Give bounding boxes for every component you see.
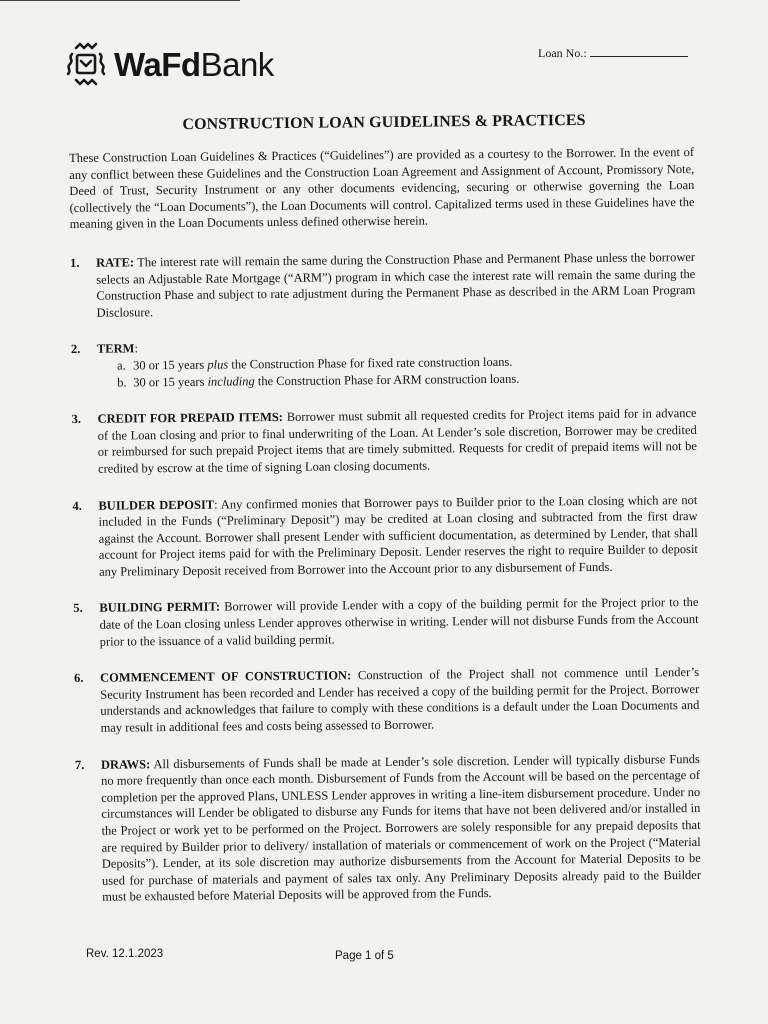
section-heading: COMMENCEMENT OF CONSTRUCTION: xyxy=(100,668,352,685)
wafd-wave-logo-icon xyxy=(62,40,110,88)
section-heading: TERM xyxy=(96,341,135,357)
section-number: 2. xyxy=(70,342,81,357)
section-builder-deposit xyxy=(72,491,698,580)
option-text: 30 or 15 years xyxy=(133,357,208,373)
loan-number-label: Loan No.: xyxy=(538,46,587,60)
logo-text-bank: Bank xyxy=(200,45,274,83)
section-text: : xyxy=(134,341,138,356)
section-text: All disbursements of Funds shall be made at Lender’s sole discretion. Lender will typically disburse Funds no more frequently than once each month. Disbursement of Funds from the Account will be based on the percentage of completion per the approved Plans, UNLESS Lender approves in writing a line-item disbursement procedure. Under no circumstances will Lender be obligated to disburse any Funds for items that have not been delivered and/or installed in the Project or work yet to be performed on the Project. Borrowers are solely responsible for any prepaid deposits that are required by Builder prior to delivery/ installation of materials or commencement of work on the Project (“Material Deposits”). Lender, at its sole discretion may authorize disbursements from the Account for Material Deposits to be used for purchase of materials and payment of sales tax only. Any Preliminary Deposits already paid to the Builder must be exhausted before Material Deposits will be approved from the Funds. xyxy=(100,751,702,905)
page-number: Page 1 of 5 xyxy=(335,950,394,962)
section-number: 7. xyxy=(74,757,85,772)
option-emphasis: plus xyxy=(207,357,229,372)
option-text: 30 or 15 years xyxy=(133,374,208,389)
logo-text-wafd: WaFd xyxy=(114,45,201,83)
section-draws xyxy=(75,751,701,906)
section-text: The interest rate will remain the same during the Construction Phase and Permanent Phase unless the borrower selects an Adjustable Rate Mortgage (“ARM”) program in which case the interest rate will remain the same during the Construction Phase and subject to rate adjustment during the Permanent Phase as described in the ARM Loan Program Disclosure. xyxy=(96,249,696,320)
loan-number-field xyxy=(538,46,688,61)
section-building-permit xyxy=(73,594,698,650)
section-heading: BUILDER DEPOSIT xyxy=(98,497,215,513)
section-rate xyxy=(70,249,696,321)
section-credit-for-prepaid-items xyxy=(72,405,698,477)
option-text: the Construction Phase for ARM construction loans. xyxy=(254,371,520,388)
section-heading: DRAWS: xyxy=(100,756,151,772)
section-text: Construction of the Project shall not commence until Lender’s Security Instrument has been recorded and Lender has received a copy of the building permit for the Project. Borrower understands and acknowledges that failure to comply with these conditions is a default under the Loan Documents and may result in additional fees and costs being assessed to Borrower. xyxy=(100,665,700,735)
revision-date: Rev. 12.1.2023 xyxy=(86,948,164,960)
section-text: Borrower must submit all requested credits for Project items paid for in advance of the Loan closing and prior to final underwriting of the Loan. At Lender’s sole discretion, Borrower may be credited or reimbursed for such prepaid Project items that are timely submitted. Requests for credit of prepaid items will not be credited by escrow at the time of signing Loan closing documents. xyxy=(97,406,697,476)
document-body xyxy=(69,144,701,926)
option-letter: b. xyxy=(117,374,127,390)
loan-number-blank xyxy=(590,46,688,57)
section-number: 4. xyxy=(72,498,82,513)
section-text: : Any confirmed monies that Borrower pays to Builder prior to the Loan closing which are not included in the Funds (“Preliminary Deposit”) may be credited at Loan closing and subtracted from the first draw against the Account. Borrower shall present Lender with sufficient documentation, as determined by Lender, that shall account for Project items paid for with the Preliminary Deposit. Lender reserves the right to require Builder to deposit any Preliminary Deposit received from Borrower into the Account prior to any disbursement of Funds. xyxy=(98,492,698,579)
top-rule xyxy=(0,0,240,1)
option-text: the Construction Phase for fixed rate construction loans. xyxy=(228,354,513,372)
option-emphasis: including xyxy=(207,373,255,389)
section-heading: BUILDING PERMIT: xyxy=(99,600,221,616)
intro-paragraph: These Construction Loan Guidelines & Practices (“Guidelines”) are provided as a courtesy to the Borrower. In the event of any conflict between these Guidelines and the Construction Loan Agreement and Assignment of Account, Promissory Note, Deed of Trust, Security Instrument or any other documents evidencing, securing or otherwise governing the Loan (collectively the “Loan Documents”), the Loan Documents will control. Capitalized terms used in these Guidelines have the meaning given in the Loan Documents unless defined otherwise herein. xyxy=(69,145,695,232)
section-number: 3. xyxy=(71,412,82,427)
section-text: Borrower will provide Lender with a copy of the building permit for the Project prior to the date of the Loan closing unless Lender approves otherwise in writing. Lender will not disburse Funds from the Account prior to the issuance of a valid building permit. xyxy=(99,595,699,649)
document-title: CONSTRUCTION LOAN GUIDELINES & PRACTICES xyxy=(182,111,586,134)
section-commencement-of-construction xyxy=(74,664,700,736)
section-term xyxy=(71,335,696,391)
section-heading: CREDIT FOR PREPAID ITEMS: xyxy=(97,410,284,426)
section-heading: RATE: xyxy=(96,255,135,270)
section-number: 1. xyxy=(70,255,80,270)
logo-wordmark xyxy=(114,45,274,83)
wafd-bank-logo xyxy=(62,40,274,88)
section-number: 5. xyxy=(73,601,83,616)
option-letter: a. xyxy=(117,358,126,373)
section-number: 6. xyxy=(74,671,84,686)
